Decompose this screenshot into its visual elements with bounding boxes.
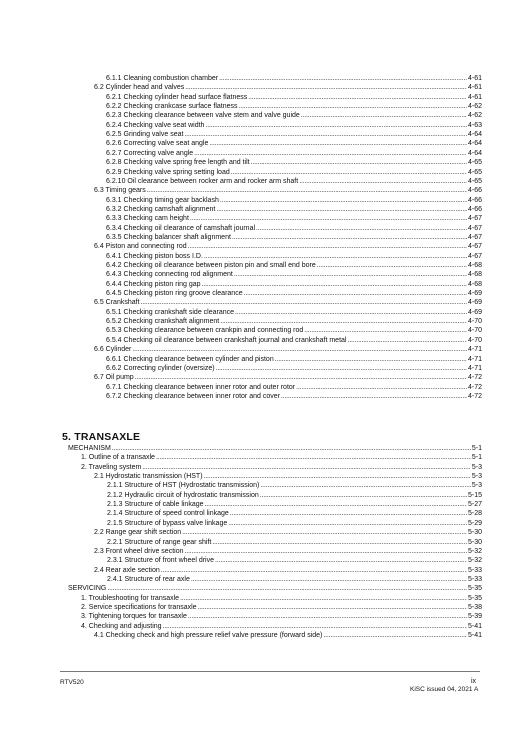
toc-entry-label: 6.7.1 Checking clearance between inner rotor and outer rotor <box>106 383 296 391</box>
toc-entry-page: 4-68 <box>467 262 482 269</box>
toc-entry-page: 4-72 <box>467 383 482 391</box>
toc-entry-page: 5-38 <box>467 603 482 611</box>
toc-entry-label: SERVICING <box>68 585 107 593</box>
toc-entry <box>106 233 482 242</box>
toc-leader-dots <box>180 594 467 603</box>
toc-entry-page: 4-62 <box>467 103 482 111</box>
toc-entry <box>106 392 482 401</box>
toc-entry <box>106 74 482 83</box>
toc-entry-page: 4-70 <box>467 327 482 335</box>
toc-entry-label: 2. Service specifications for transaxle <box>81 603 197 611</box>
toc-entry-label: 6.4.5 Checking piston ring groove clearance <box>106 290 243 298</box>
toc-entry-label: 2.1.2 Hydraulic circuit of hydrostatic transmission <box>107 491 259 499</box>
footer-divider <box>60 671 480 672</box>
toc-entry-label: 6.4.3 Checking connecting rod alignment <box>106 271 233 279</box>
toc-entry <box>106 317 482 326</box>
toc-entry-page: 4-70 <box>467 336 482 344</box>
toc-entry <box>81 612 482 621</box>
toc-entry <box>107 538 482 547</box>
toc-leader-dots <box>301 111 467 120</box>
toc-entry-label: 2.1.4 Structure of speed control linkage <box>107 510 229 518</box>
toc-entry-label: 6.2.2 Checking crankcase surface flatness <box>106 103 238 111</box>
toc-entry <box>107 519 482 528</box>
toc-leader-dots <box>219 74 467 83</box>
toc-entry <box>107 575 482 584</box>
toc-entry-label: 2.3.1 Structure of front wheel drive <box>107 557 214 565</box>
toc-entry <box>106 214 482 223</box>
toc-entry <box>94 186 482 195</box>
toc-entry-page: 4-65 <box>467 159 482 167</box>
toc-leader-dots <box>220 317 467 326</box>
toc-leader-dots <box>216 364 467 373</box>
toc-leader-dots <box>204 472 471 481</box>
toc-entry-page: 4-64 <box>467 149 482 157</box>
toc-entry-label: 2.1 Hydrostatic transmission (HST) <box>94 473 203 481</box>
toc-entry-page: 4-71 <box>467 364 482 372</box>
toc-entry-label: 2.4 Rear axle section <box>94 566 160 574</box>
toc-entry <box>106 289 482 298</box>
toc-entry-page: 5-3 <box>471 463 482 471</box>
toc-entry-page: 4-70 <box>467 318 482 326</box>
toc-leader-dots <box>281 392 467 401</box>
toc-entry <box>106 158 482 167</box>
toc-entry-label: 6.1.1 Cleaning combustion chamber <box>106 75 219 82</box>
toc-entry-page: 5-15 <box>467 491 482 499</box>
toc-entry-label: 6.4 Piston and connecting rod <box>94 243 187 251</box>
toc-entry-label: 6.4.2 Checking oil clearance between piston pin and small end bore <box>106 262 316 269</box>
toc-entry-page: 4-68 <box>467 280 482 288</box>
toc-leader-dots <box>204 252 467 261</box>
toc-entry-page: 4-67 <box>467 243 482 251</box>
toc-entry-label: 6.2.1 Checking cylinder head surface flatness <box>106 93 248 101</box>
toc-leader-dots <box>230 509 467 518</box>
toc-leader-dots <box>215 556 467 565</box>
toc-leader-dots <box>132 345 467 354</box>
toc-leader-dots <box>347 336 467 345</box>
toc-entry <box>68 444 482 453</box>
toc-entry-page: 4-64 <box>467 131 482 139</box>
toc-entry <box>94 83 482 92</box>
toc-entry-page: 4-69 <box>467 290 482 298</box>
toc-entry-label: MECHANISM <box>68 445 111 452</box>
toc-entry <box>94 472 482 481</box>
toc-entry-label: 4.1 Checking check and high pressure relief valve pressure (forward side) <box>94 632 323 639</box>
toc-leader-dots <box>323 631 467 640</box>
toc-entry-label: 6.3.5 Checking balancer shaft alignment <box>106 233 231 241</box>
toc-entry-label: 6.7.2 Checking clearance between inner rotor and cover <box>106 392 280 400</box>
toc-entry <box>106 205 482 214</box>
toc-entry-page: 4-71 <box>467 355 482 363</box>
toc-entry-page: 5-33 <box>467 566 482 574</box>
toc-entry-label: 2.1.1 Structure of HST (Hydrostatic transmission) <box>107 482 260 490</box>
toc-entry-page: 5-27 <box>467 501 482 509</box>
toc-leader-dots <box>260 481 471 490</box>
toc-leader-dots <box>212 538 467 547</box>
toc-leader-dots <box>112 444 471 453</box>
toc-leader-dots <box>135 373 467 382</box>
toc-entry <box>106 326 482 335</box>
toc-leader-dots <box>275 355 467 364</box>
toc-entry <box>107 500 482 509</box>
toc-entry <box>106 383 482 392</box>
toc-entry-label: 6.6.2 Correcting cylinder (oversize) <box>106 364 215 372</box>
toc-leader-dots <box>209 139 467 148</box>
toc-entry <box>106 355 482 364</box>
toc-entry <box>81 603 482 612</box>
toc-entry-page: 4-61 <box>467 75 482 82</box>
toc-entry-label: 6.6.1 Checking clearance between cylinder and piston <box>106 355 274 363</box>
toc-entry-page: 4-62 <box>467 112 482 120</box>
toc-leader-dots <box>161 566 467 575</box>
section-title: 5. TRANSAXLE <box>62 431 141 443</box>
toc-leader-dots <box>317 261 467 270</box>
toc-leader-dots <box>198 603 467 612</box>
toc-entry <box>94 298 482 307</box>
toc-entry <box>81 463 482 472</box>
toc-leader-dots <box>188 612 467 621</box>
toc-entry-label: 2.1.5 Structure of bypass valve linkage <box>107 519 228 527</box>
toc-entry <box>106 261 482 270</box>
toc-entry-page: 5-1 <box>471 454 482 462</box>
toc-entry-page: 5-32 <box>467 557 482 565</box>
toc-leader-dots <box>228 519 467 528</box>
toc-entry <box>106 139 482 148</box>
toc-entry-page: 4-71 <box>467 346 482 354</box>
toc-entry-page: 4-72 <box>467 392 482 400</box>
toc-leader-dots <box>142 463 471 472</box>
toc-entry-label: 6.3 Timing gears <box>94 187 146 195</box>
footer-page-number: ix <box>471 678 477 685</box>
toc-entry <box>94 566 482 575</box>
toc-leader-dots <box>194 149 467 158</box>
toc-entry <box>106 121 482 130</box>
toc-entry <box>94 242 482 251</box>
toc-leader-dots <box>184 130 467 139</box>
toc-leader-dots <box>163 622 467 631</box>
toc-leader-dots <box>231 168 467 177</box>
toc-entry-label: 1. Troubleshooting for transaxle <box>81 594 180 602</box>
toc-entry-page: 5-28 <box>467 510 482 518</box>
toc-entry-page: 4-69 <box>467 308 482 316</box>
toc-entry-label: 6.2 Cylinder head and valves <box>94 84 185 92</box>
toc-leader-dots <box>188 242 467 251</box>
toc-entry <box>106 177 482 186</box>
toc-entry-page: 5-29 <box>467 519 482 527</box>
toc-entry <box>106 280 482 289</box>
toc-entry <box>81 453 482 462</box>
footer-model: RTV520 <box>60 679 84 686</box>
toc-leader-dots <box>205 500 467 509</box>
toc-entry-label: 6.3.2 Checking camshaft alignment <box>106 205 216 213</box>
toc-entry-label: 6.7 Oil pump <box>94 374 134 382</box>
toc-entry <box>68 584 482 593</box>
toc-entry-page: 5-35 <box>467 594 482 602</box>
toc-entry <box>106 336 482 345</box>
toc-entry-page: 5-41 <box>467 622 482 630</box>
toc-entry-label: 6.2.9 Checking valve spring setting load <box>106 168 230 176</box>
toc-entry <box>106 168 482 177</box>
toc-entry-page: 4-65 <box>467 177 482 185</box>
toc-entry-label: 6.3.1 Checking timing gear backlash <box>106 196 219 204</box>
toc-entry <box>106 111 482 120</box>
toc-entry <box>81 594 482 603</box>
toc-entry-label: 2.1.3 Structure of cable linkage <box>107 501 204 509</box>
toc-entry-label: 6.2.7 Correcting valve angle <box>106 149 194 157</box>
toc-leader-dots <box>205 121 467 130</box>
toc-entry-page: 4-72 <box>467 374 482 382</box>
toc-entry <box>106 196 482 205</box>
toc-entry <box>81 622 482 631</box>
toc-entry-page: 4-64 <box>467 140 482 148</box>
toc-entry-page: 5-3 <box>471 482 482 490</box>
toc-entry-page: 5-41 <box>467 632 482 639</box>
toc-entry <box>94 631 482 640</box>
toc-leader-dots <box>216 205 467 214</box>
toc-entry-label: 2.2 Range gear shift section <box>94 529 182 537</box>
toc-entry-label: 6.2.3 Checking clearance between valve stem and valve guide <box>106 112 300 120</box>
toc-leader-dots <box>156 453 471 462</box>
toc-entry-label: 6.3.4 Checking oil clearance of camshaft journal <box>106 224 256 232</box>
toc-entry-label: 3. Tightening torques for transaxle <box>81 613 187 621</box>
toc-entry-page: 4-61 <box>467 93 482 101</box>
toc-leader-dots <box>141 298 467 307</box>
toc-entry <box>106 149 482 158</box>
toc-leader-dots <box>256 224 467 233</box>
toc-entry-label: 6.5.2 Checking crankshaft alignment <box>106 318 220 326</box>
toc-entry-label: 6.5.4 Checking oil clearance between crankshaft journal and crankshaft metal <box>106 336 347 344</box>
toc-leader-dots <box>235 308 467 317</box>
toc-entry-label: 6.2.5 Grinding valve seat <box>106 131 184 139</box>
toc-entry <box>106 130 482 139</box>
toc-leader-dots <box>296 383 467 392</box>
toc-entry-page: 4-67 <box>467 233 482 241</box>
toc-leader-dots <box>232 233 467 242</box>
toc-leader-dots <box>248 93 467 102</box>
toc-entry <box>107 481 482 490</box>
toc-entry-page: 4-66 <box>467 205 482 213</box>
toc-leader-dots <box>251 158 467 167</box>
toc-entry-page: 4-67 <box>467 224 482 232</box>
toc-entry-page: 4-69 <box>467 299 482 307</box>
toc-entry <box>106 93 482 102</box>
toc-entry-label: 2. Traveling system <box>81 463 142 471</box>
toc-entry-label: 6.4.1 Checking piston boss I.D. <box>106 252 203 260</box>
toc-entry-label: 6.5 Crankshaft <box>94 299 140 307</box>
toc-entry-page: 4-67 <box>467 252 482 260</box>
toc-entry-page: 4-67 <box>467 215 482 223</box>
toc-leader-dots <box>147 186 467 195</box>
toc-leader-dots <box>182 528 467 537</box>
toc-entry-page: 5-33 <box>467 575 482 583</box>
toc-leader-dots <box>239 102 467 111</box>
toc-entry-label: 6.2.10 Oil clearance between rocker arm and rocker arm shaft <box>106 177 299 185</box>
toc-entry-label: 6.3.3 Checking cam height <box>106 215 189 223</box>
toc-leader-dots <box>304 326 467 335</box>
toc-entry <box>106 252 482 261</box>
toc-entry-label: 6.2.8 Checking valve spring free length and tilt <box>106 159 250 167</box>
toc-leader-dots <box>107 584 467 593</box>
toc-leader-dots <box>234 270 467 279</box>
toc-leader-dots <box>220 196 467 205</box>
toc-entry-label: 6.5.1 Checking crankshaft side clearance <box>106 308 235 316</box>
toc-entry-label: 6.6 Cylinder <box>94 346 132 354</box>
toc-entry <box>106 102 482 111</box>
toc-entry <box>94 345 482 354</box>
toc-entry-page: 4-63 <box>467 121 482 129</box>
toc-leader-dots <box>185 83 467 92</box>
toc-entry <box>107 509 482 518</box>
toc-entry-label: 4. Checking and adjusting <box>81 622 162 630</box>
toc-leader-dots <box>260 491 467 500</box>
toc-entry <box>94 528 482 537</box>
toc-entry-label: 6.2.4 Checking valve seat width <box>106 121 205 129</box>
toc-entry <box>107 556 482 565</box>
toc-entry <box>106 270 482 279</box>
toc-leader-dots <box>190 214 467 223</box>
toc-entry-label: 1. Outline of a transaxle <box>81 454 155 462</box>
toc-leader-dots <box>185 547 467 556</box>
toc-entry-page: 5-32 <box>467 547 482 555</box>
toc-entry-page: 5-1 <box>471 445 482 452</box>
toc-entry-label: 6.4.4 Checking piston ring gap <box>106 280 201 288</box>
toc-leader-dots <box>202 280 467 289</box>
toc-entry <box>106 224 482 233</box>
toc-entry-page: 5-35 <box>467 585 482 593</box>
toc-entry-page: 4-65 <box>467 168 482 176</box>
toc-leader-dots <box>191 575 467 584</box>
toc-entry-page: 5-3 <box>471 473 482 481</box>
toc-entry <box>106 308 482 317</box>
toc-entry <box>106 364 482 373</box>
toc-entry-label: 6.5.3 Checking clearance between crankpin and connecting rod <box>106 327 304 335</box>
toc-entry-page: 4-66 <box>467 187 482 195</box>
toc-entry-page: 4-66 <box>467 196 482 204</box>
toc-entry-label: 2.2.1 Structure of range gear shift <box>107 538 212 546</box>
toc-entry-label: 6.2.6 Correcting valve seat angle <box>106 140 209 148</box>
toc-entry <box>94 547 482 556</box>
footer-issue: KiSC issued 04, 2021 A <box>410 686 479 693</box>
toc-entry-page: 5-30 <box>467 529 482 537</box>
toc-entry-page: 5-39 <box>467 613 482 621</box>
toc-entry-page: 4-68 <box>467 271 482 279</box>
toc-entry <box>94 373 482 382</box>
toc-entry <box>107 491 482 500</box>
toc-leader-dots <box>244 289 467 298</box>
toc-entry-page: 4-61 <box>467 84 482 92</box>
toc-entry-label: 2.4.1 Structure of rear axle <box>107 575 190 583</box>
toc-leader-dots <box>299 177 467 186</box>
toc-entry-page: 5-30 <box>467 538 482 546</box>
toc-entry-label: 2.3 Front wheel drive section <box>94 547 184 555</box>
